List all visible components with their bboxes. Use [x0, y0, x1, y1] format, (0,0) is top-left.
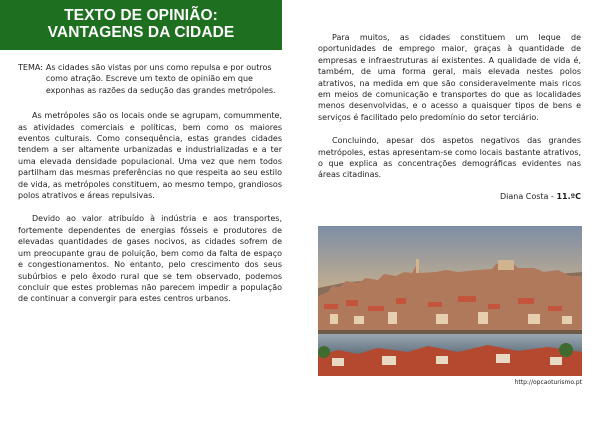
church-tower [416, 259, 419, 273]
palace [498, 260, 514, 270]
city-photo [318, 226, 582, 376]
author-name: Diana Costa - [499, 191, 557, 201]
paragraph-4: Concluindo, apesar dos aspetos negativos das grandes metrópoles, estas apresentam-se como locais bastante atrativos, o que explica as concentrações demográficas evidentes nas áreas citadinas. [318, 136, 581, 180]
paragraph-2: Devido ao valor atribuído à indústria e aos transportes, fortemente dependentes de energias fósseis e produtores de elevadas quantidades de gases nocivos, as cidades sofrem de um preocupante grau de poluição, bem como da falta de espaço e congestionamentos. No entanto, pelo crescimento dos seus subúrbios e pelo êxodo rural que se tem observado, podemos concluir que estes problemas não parecem impedir a população de continuar a convergir para estes centros urbanos. [18, 214, 282, 304]
tema-text: As cidades são vistas por uns como repulsa e por outros como atração. Escreve um texto de opinião em que exponhas as razões da sedução das grandes metrópoles. [45, 63, 276, 95]
tema-block [18, 62, 282, 96]
trees [559, 343, 573, 357]
riverside-wall [318, 330, 582, 334]
paragraph-3: Para muitos, as cidades constituem um leque de oportunidades de emprego maior, graças à quantidade de empresas e infraestruturas aí existentes. A qualidade de vida é, também, de uma forma geral, mais elevada nestes polos atrativos, na medida em que são consideravelmente mais ricos em meios de comunicação e transportes do que as localidades menos desenvolvidas, e o acesso a quaisquer tipos de bens e serviços é facilitado pelo predomínio do setor terciário. [318, 33, 581, 122]
page-title-line-2: VANTAGENS DA CIDADE [47, 24, 235, 41]
tema-label: TEMA: [18, 63, 43, 72]
left-column [18, 62, 282, 317]
page-title-line-1: TEXTO DE OPINIÃO: [64, 7, 218, 24]
paragraph-1: As metrópoles são os locais onde se agrupam, comummente, as atividades comerciais e políticas, bem como os maiores eventos culturais. Como consequência, estas grandes cidades tendem a ser altamente urbanizadas e industrializadas e a ter uma elevada densidade populacional. Uma vez que nem todos partilham das mesmas preferências no que respeita ao seu estilo de vida, as metrópoles constituem, ao mesmo tempo, grandiosos polos atrativos e áreas repulsivas. [18, 111, 282, 201]
image-credit: http://opcaoturismo.pt [514, 379, 582, 386]
author-class: 11.ºC [556, 191, 581, 201]
signature [318, 191, 581, 202]
right-column [318, 32, 581, 202]
title-banner [0, 0, 282, 50]
